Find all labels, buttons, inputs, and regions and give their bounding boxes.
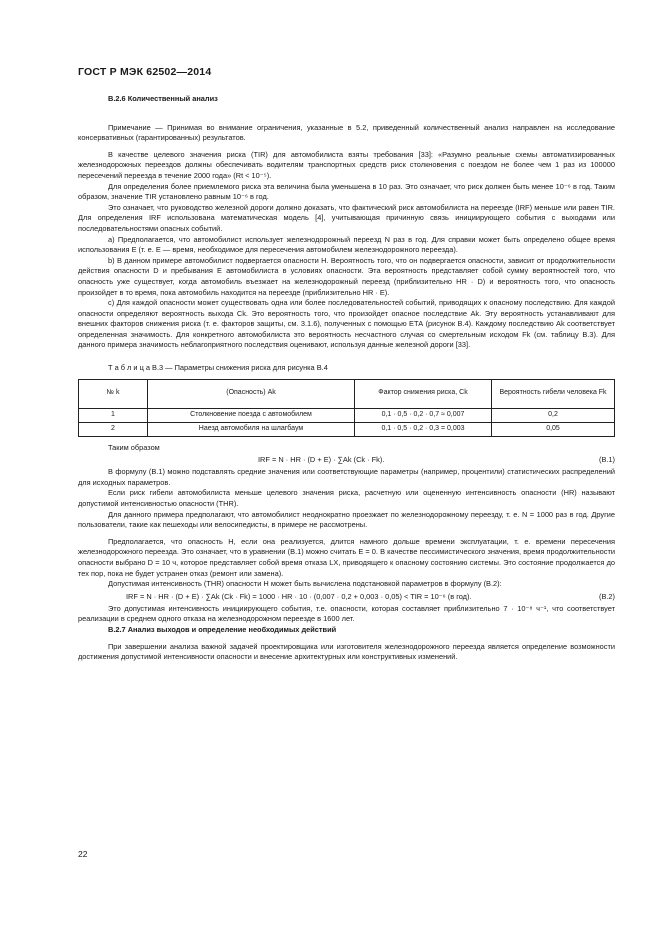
body-paragraph: В качестве целевого значения риска (TIR) для автомобилиста взяты требования [33]: «Разумно реальные схемы автоматизированных железнодорожных переездов должны обеспечивать водителям транспортных средств риск столкновения с поездом не более чем 1 раз из 100000 пересечений переезда в течение 2000 года» (Rt < 10⁻⁵). (78, 149, 615, 180)
section-heading: В.2.6 Количественный анализ (108, 94, 218, 103)
table-cell: 0,05 (492, 422, 615, 436)
body-paragraph: Допустимая интенсивность (THR) опасности H может быть вычислена подстановкой параметров в формулу (В.2): (108, 579, 502, 589)
document-header: ГОСТ Р МЭК 62502—2014 (78, 66, 212, 78)
body-paragraph: Для определения более приемлемого риска эта величина была уменьшена в 10 раз. Это означает, что риск должен быть менее 10⁻⁶ в год. Таким образом, значение TIR установлено равным 10⁻⁶ в год. (78, 181, 615, 202)
table-header: № k (79, 379, 148, 408)
body-paragraph: Для данного примера предполагают, что автомобилист неоднократно проезжает по железнодорожному переезду, т. е. N = 1000 раз в год. Другие пользователи, такие как пешеходы или велосипедисты, в примере не рассмотрены. (78, 509, 615, 530)
table-cell: 0,1 · 0,5 · 0,2 · 0,3 = 0,003 (355, 422, 492, 436)
section-heading: В.2.7 Анализ выходов и определение необходимых действий (108, 624, 337, 634)
formula-expression: IRF = N · HR · (D + E) · ∑Ak (Ck · Fk). (258, 455, 385, 465)
formula-number: (В.1) (598, 455, 615, 465)
body-paragraph: При завершении анализа важной задачей проектировщика или изготовителя железнодорожного переезда является определение возможности достижения допустимой интенсивности опасности и внесение архитектурных или конструктивных изменений. (78, 641, 615, 662)
body-paragraph: В формулу (В.1) можно подставлять средние значения или соответствующие параметры (например, процентили) статистических распределений для исходных параметров. (78, 467, 615, 487)
formula-number: (В.2) (598, 591, 615, 601)
document-body (78, 94, 615, 663)
table-cell: 2 (79, 422, 148, 436)
table-cell: 0,2 (492, 408, 615, 422)
table-cell: 0,1 · 0,5 · 0,2 · 0,7 ≈ 0,007 (355, 408, 492, 422)
body-paragraph: Если риск гибели автомобилиста меньше целевого значения риска, расчетную или оцененную интенсивность опасности (HR) называют допустимой интенсивностью опасности (THR). (78, 488, 615, 509)
table-header: Вероятность гибели человека Fk (492, 379, 615, 408)
list-item-a: а) Предполагается, что автомобилист использует железнодорожный переезд N раз в год. Для справки может быть определено общее время использования E (т. е. E — время, необходимое для пересечения автомобилем железнодорожного переезда). (78, 234, 615, 255)
table-row (79, 408, 615, 422)
table-header: Фактор снижения риска, Ck (355, 379, 492, 408)
body-paragraph: Это означает, что руководство железной дороги должно доказать, что фактический риск автомобилиста на переезде (IRF) меньше или равен TIR. Для определения IRF использована математическая модель [4], учитывающая причинную связь инициирующего события с выходами или последовательностями опасных событий. (78, 202, 615, 233)
table-cell: 1 (79, 408, 148, 422)
formula-b2 (78, 590, 615, 604)
table-row (79, 422, 615, 436)
body-paragraph: Таким образом (108, 442, 160, 452)
risk-table (78, 379, 615, 437)
table-cell: Наезд автомобиля на шлагбаум (148, 422, 355, 436)
table-caption: Т а б л и ц а В.3 — Параметры снижения риска для рисунка В.4 (108, 363, 328, 373)
formula-expression: IRF = N · HR · (D + E) · ∑Ak (Ck · Fk) = 1000 · HR · 10 · (0,007 · 0,2 + 0,003 · 0,05) < TIR = 10⁻⁶ (в год). (126, 591, 472, 601)
list-item-b: b) В данном примере автомобилист подвергается опасности H. Вероятность того, что он подвергается опасности, зависит от продолжительности действия опасности D и пребывания E автомобилиста в условиях опасности. Эта вероятность представляет собой сумму вероятностей того, что опасность уже существует, когда автомобиль въезжает на железнодорожный переезд (приблизительно HR · D) и вероятность того, что опасность произойдет в то время, пока автомобиль находится на переезде (приблизительно HR · E). (78, 255, 615, 297)
list-item-c: с) Для каждой опасности может существовать одна или более последовательностей событий, приводящих к опасному последствию. Для каждой опасности определяют вероятность выхода Ck. Это вероятность того, что произойдет опасное последствие Ak. Эту вероятность устанавливают для внешних факторов снижения риска (т. е. факторов защиты, см. 3.1.6), полученных с помощью ЕТА (рисунок В.4). Каждому последствию Ak соответствует определенная значимость. Для конкретного автомобилиста это вероятность несчастного случая со смертельным исходом Fk (см. таблицу В.3). Для данного примера значимость неблагоприятного последствия оценивают, используя данные железной дороги [33]. (78, 298, 615, 350)
table-cell: Столкновение поезда с автомобилем (148, 408, 355, 422)
formula-b1 (78, 453, 615, 467)
body-paragraph: Это допустимая интенсивность инициирующего события, т.е. опасности, которая составляет приблизительно 7 · 10⁻⁸ ч⁻¹, что соответствует реализации в среднем одного отказа на железнодорожном переезде в 1600 лет. (78, 603, 615, 624)
body-paragraph: Предполагается, что опасность H, если она реализуется, длится намного дольше времени эксплуатации, т. е. времени пересечения железнодорожного переезда. Это означает, что в уравнении (В.1) можно считать E = 0. В качестве пессимистического значения, время продолжительности опасности выбрано D = 10 ч, которое представляет собой время отказа LX, приводящего к опасному состоянию системы. Это состояние продолжается до тех пор, пока не будет устранен отказ (ремонт или замена). (78, 536, 615, 578)
note-paragraph: Примечание — Принимая во внимание ограничения, указанные в 5.2, приведенный количественный анализ направлен на исследование консервативных (гарантированных) результатов. (78, 122, 615, 143)
table-header: (Опасность) Ak (148, 379, 355, 408)
page-number: 22 (78, 849, 88, 859)
